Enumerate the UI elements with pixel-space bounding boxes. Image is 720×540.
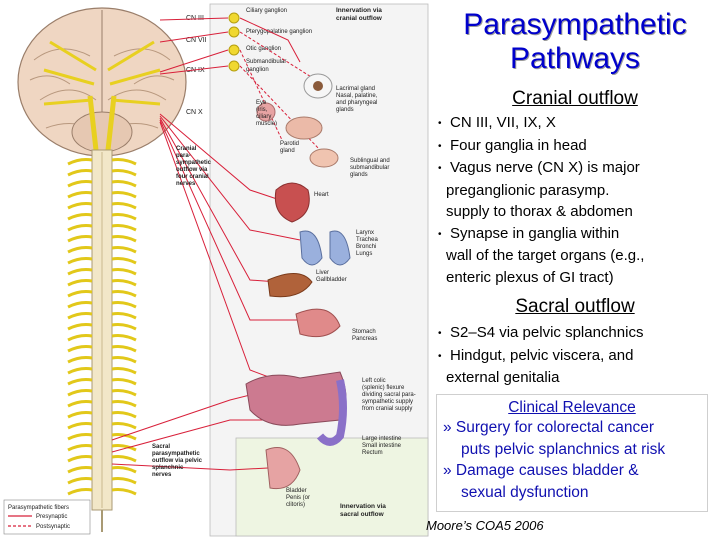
svg-text:nerves: nerves [176, 181, 196, 187]
label-sublingual-2: submandibular [350, 165, 390, 171]
label-liver-1: Liver [316, 270, 330, 276]
label-pterygopalatine-ganglion: Pterygopalatine ganglion [246, 29, 313, 35]
svg-text:four cranial: four cranial [176, 174, 209, 180]
label-eye-2: (iris, [256, 107, 268, 113]
svg-text:parasympathetic: parasympathetic [152, 451, 200, 457]
svg-text:Sacral: Sacral [152, 444, 171, 450]
list-item: • Vagus nerve (CN X) is major [438, 159, 640, 176]
label-larynx-4: Lungs [356, 251, 373, 257]
label-eye-4: muscle) [256, 121, 278, 127]
list-item: • S2–S4 via pelvic splanchnics [438, 324, 644, 341]
label-stomach-1: Stomach [352, 329, 376, 335]
svg-text:Cranial: Cranial [176, 146, 197, 152]
list-item: • CN III, VII, IX, X [438, 114, 556, 131]
cranial-heading: Cranial outflow [512, 88, 638, 109]
label-lacrimal-2: Nasal, palatine, [336, 93, 378, 99]
sacral-panel [236, 438, 428, 536]
clinical-line: puts pelvic splanchnics at risk [461, 440, 666, 458]
label-larynx-1: Larynx [356, 230, 375, 236]
label-lacrimal-3: and pharyngeal [336, 100, 378, 106]
label-lacrimal-4: glands [336, 107, 354, 113]
clinical-line: » Damage causes bladder & [443, 462, 639, 479]
list-item-cont: preganglionic parasymp. [446, 181, 610, 199]
svg-text:nerves: nerves [152, 472, 172, 478]
legend-presynaptic: Presynaptic [36, 514, 68, 520]
label-innervation-cranial-2: cranial outflow [336, 15, 382, 22]
label-colon-5: from cranial supply [362, 406, 413, 412]
svg-text:para-: para- [176, 153, 191, 159]
label-eye-3: ciliary [256, 114, 272, 120]
legend-postsynaptic: Postsynaptic [36, 524, 71, 530]
label-parotid-1: Parotid [280, 141, 300, 147]
title-line-2: Pathways [509, 42, 641, 75]
sacral-bullets [438, 322, 716, 389]
label-innervation-cranial-1: Innervation via [336, 7, 382, 14]
title-line-1: Parasympathetic [463, 8, 687, 41]
svg-text:outflow via: outflow via [176, 167, 208, 173]
label-submandibular-ganglion-2: ganglion [246, 67, 269, 73]
label-sublingual-1: Sublingual and [350, 158, 390, 164]
label-large-2: Small intestine [362, 443, 402, 449]
label-large-1: Large intestine [362, 436, 402, 442]
label-cn9: CN IX [186, 67, 205, 74]
label-lacrimal-1: Lacrimal gland [336, 86, 376, 92]
label-cn7: CN VII [186, 37, 207, 44]
label-eye-1: Eye [256, 100, 267, 106]
label-heart: Heart [314, 192, 329, 198]
label-submandibular-ganglion-1: Submandibular [246, 59, 287, 65]
label-colon-3: dividing sacral para- [362, 392, 416, 398]
list-item-cont: enteric plexus of GI tract) [446, 268, 614, 286]
label-sublingual-3: glands [350, 172, 368, 178]
list-item: • Hindgut, pelvic viscera, and [438, 346, 634, 364]
label-cn3: CN III [186, 15, 204, 22]
label-bladder-3: clitoris) [286, 502, 305, 508]
label-parotid-2: gland [280, 148, 295, 154]
label-otic-ganglion: Otic ganglion [246, 46, 282, 52]
slide-title [440, 8, 710, 76]
svg-text:splanchnic: splanchnic [152, 465, 184, 471]
label-bladder-1: Bladder [286, 488, 307, 494]
clinical-heading: Clinical Relevance [508, 399, 636, 416]
label-larynx-2: Trachea [356, 237, 378, 243]
label-ciliary-ganglion: Ciliary ganglion [246, 8, 288, 14]
label-innervation-sacral-2: sacral outflow [340, 511, 384, 518]
list-item: • Synapse in ganglia within [438, 224, 620, 242]
label-colon-4: sympathetic supply [362, 399, 414, 405]
label-larynx-3: Bronchi [356, 244, 377, 250]
brain-illustration [18, 8, 186, 156]
label-cn10: CN X [186, 109, 203, 116]
list-item: • Four ganglia in head [438, 136, 587, 154]
legend-title: Parasympathetic fibers [8, 505, 70, 511]
list-item-cont: wall of the target organs (e.g., [446, 247, 645, 264]
cranial-bullets [438, 112, 716, 288]
label-liver-2: Gallbladder [316, 277, 347, 283]
sacral-heading: Sacral outflow [515, 296, 635, 317]
clinical-line: » Surgery for colorectal cancer [443, 419, 655, 436]
list-item-cont: supply to thorax & abdomen [446, 203, 633, 220]
label-colon-2: (splenic) flexure [362, 385, 405, 391]
label-innervation-sacral-1: Innervation via [340, 503, 386, 510]
svg-text:sympathetic: sympathetic [176, 160, 212, 166]
label-large-3: Rectum [362, 450, 383, 456]
source-credit: Moore’s COA5 2006 [426, 518, 544, 533]
svg-text:outflow via pelvic: outflow via pelvic [152, 458, 203, 464]
clinical-line: sexual dysfunction [461, 483, 589, 501]
label-bladder-2: Penis (or [286, 495, 311, 501]
label-stomach-2: Pancreas [352, 336, 378, 342]
fiber-legend [4, 500, 90, 534]
clinical-relevance-box [436, 394, 708, 512]
label-colon-1: Left colic [362, 378, 386, 384]
list-item-cont: external genitalia [446, 369, 560, 386]
